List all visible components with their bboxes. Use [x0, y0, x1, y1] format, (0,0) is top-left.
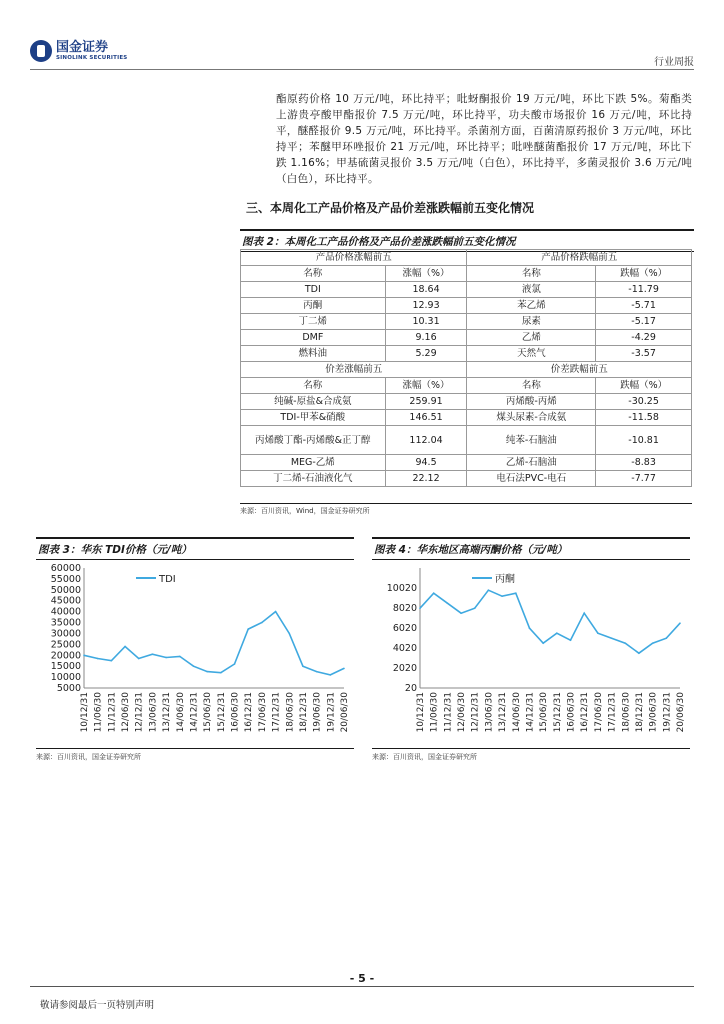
tdi-price-chart [36, 560, 354, 748]
footer-divider [30, 986, 694, 987]
data-point [179, 656, 181, 658]
header-divider [30, 69, 694, 70]
x-tick-label: 13/06/30 [148, 692, 159, 733]
row-down-value: -11.58 [596, 410, 692, 426]
body-paragraph: 酯原药价格 10 万元/吨，环比持平；吡蚜酮报价 19 万元/吨，环比下跌 5%。菊酯类上游贵亭酸甲酯报价 7.5 万元/吨，环比持平，功夫酸市场报价 16 万元/吨，环比持平，醚醛报价 9.5 万元/吨，环比持平。杀菌剂方面，百菌清原药报价 3 万元/吨，环比持平；苯醚甲环唑报价 21 万元/吨，环比持平；吡唑醚菌酯报价 17 万元/吨，环比下跌 1.16%；甲基硫菌灵报价 3.5 万元/吨（白色），环比持平，多菌灵报价 3.6 万元/吨（白色），环比持平。 [276, 93, 692, 185]
x-tick-label: 11/12/31 [107, 692, 118, 733]
x-tick-label: 15/06/30 [203, 692, 214, 733]
row-up-name: 丙烯酸丁酯-丙烯酸&正丁醇 [241, 426, 386, 455]
data-point [597, 632, 599, 634]
table-col-header: 名称 [241, 266, 386, 282]
data-point [138, 658, 140, 660]
data-point [111, 660, 113, 662]
x-tick-label: 17/06/30 [257, 692, 268, 733]
figure-tdi-title: 图表 3：华东 TDI价格（元/吨） [36, 537, 354, 560]
y-tick-label: 25000 [50, 639, 81, 651]
y-tick-label: 20 [404, 683, 417, 694]
y-tick-label: 60000 [50, 563, 81, 574]
row-down-name: 乙烯-石脑油 [467, 455, 596, 471]
logo-name-cn: 国金证券 [56, 39, 109, 55]
data-point [288, 633, 290, 635]
row-up-name: 丙酮 [241, 298, 386, 314]
x-tick-label: 18/12/31 [634, 692, 645, 733]
data-point [515, 592, 517, 594]
x-tick-label: 20/06/30 [676, 692, 686, 733]
x-tick-label: 11/06/30 [429, 692, 440, 733]
x-tick-label: 18/12/31 [298, 692, 309, 733]
table-row [241, 426, 692, 455]
row-down-name: 电石法PVC-电石 [467, 471, 596, 487]
row-up-name: MEG-乙烯 [241, 455, 386, 471]
row-up-value: 5.29 [385, 346, 467, 362]
x-tick-label: 12/06/30 [121, 692, 132, 733]
data-point [165, 657, 167, 659]
x-tick-label: 20/06/30 [340, 692, 350, 733]
row-down-value: -30.25 [596, 394, 692, 410]
x-tick-label: 14/06/30 [175, 692, 186, 733]
x-tick-label: 12/06/30 [457, 692, 468, 733]
row-down-name: 尿素 [467, 314, 596, 330]
data-point [316, 671, 318, 673]
table-col-header: 涨幅（%） [385, 378, 467, 394]
data-point [97, 658, 99, 660]
x-tick-label: 16/06/30 [230, 692, 241, 733]
row-down-value: -8.83 [596, 455, 692, 471]
table-row [241, 314, 692, 330]
x-tick-label: 13/12/31 [162, 692, 173, 733]
table-group-header: 价差跌幅前五 [467, 362, 692, 378]
legend-label: TDI [159, 574, 176, 585]
data-point [433, 592, 435, 594]
y-tick-label: 5000 [56, 683, 81, 694]
figure-acetone [372, 537, 690, 762]
x-tick-label: 19/12/31 [662, 692, 673, 733]
data-point [666, 637, 668, 639]
table-row [241, 471, 692, 487]
row-up-value: 12.93 [385, 298, 467, 314]
row-down-name: 苯乙烯 [467, 298, 596, 314]
row-up-value: 112.04 [385, 426, 467, 455]
table-group-header: 产品价格跌幅前五 [467, 250, 692, 266]
table-group-header: 价差涨幅前五 [241, 362, 467, 378]
y-tick-label: 35000 [50, 617, 81, 629]
table-col-header: 名称 [241, 378, 386, 394]
data-point [474, 607, 476, 609]
table-col-header: 跌幅（%） [596, 266, 692, 282]
data-point [529, 627, 531, 629]
section-title: 三、本周化工产品价格及产品价差涨跌幅前五变化情况 [246, 201, 535, 215]
x-tick-label: 16/12/31 [580, 692, 591, 733]
table-group-header: 产品价格涨幅前五 [241, 250, 467, 266]
y-tick-label: 2020 [392, 663, 417, 674]
logo-name-en: SINOLINK SECURITIES [56, 54, 128, 61]
x-tick-label: 16/12/31 [244, 692, 255, 733]
y-tick-label: 10000 [50, 672, 81, 684]
page-header [30, 40, 694, 70]
row-up-name: TDI-甲苯&硝酸 [241, 410, 386, 426]
table-row [241, 282, 692, 298]
row-up-name: DMF [241, 330, 386, 346]
data-point [488, 589, 490, 591]
data-point [570, 639, 572, 641]
table-col-header: 跌幅（%） [596, 378, 692, 394]
company-logo [30, 40, 127, 62]
x-tick-label: 13/06/30 [484, 692, 495, 733]
data-point [261, 622, 263, 624]
x-tick-label: 17/12/31 [271, 692, 282, 733]
legend-label: 丙酮 [495, 574, 515, 585]
row-down-name: 纯苯-石脑油 [467, 426, 596, 455]
x-tick-label: 11/12/31 [443, 692, 454, 733]
data-point [611, 637, 613, 639]
x-tick-label: 14/12/31 [189, 692, 200, 733]
data-point [638, 652, 640, 654]
table-title: 图表 2：本周化工产品价格及产品价差涨跌幅前五变化情况 [240, 229, 694, 252]
row-up-value: 94.5 [385, 455, 467, 471]
data-point [542, 642, 544, 644]
row-down-name: 丙烯酸-丙烯 [467, 394, 596, 410]
row-down-name: 乙烯 [467, 330, 596, 346]
x-tick-label: 16/06/30 [566, 692, 577, 733]
data-point [206, 671, 208, 673]
table-row [241, 455, 692, 471]
table-row [241, 410, 692, 426]
row-up-value: 18.64 [385, 282, 467, 298]
table-source: 来源：百川资讯，Wind，国金证券研究所 [240, 503, 692, 516]
data-point [447, 602, 449, 604]
data-point [193, 665, 195, 667]
data-point [343, 668, 345, 670]
row-down-name: 煤头尿素-合成氨 [467, 410, 596, 426]
x-tick-label: 12/12/31 [134, 692, 145, 733]
x-tick-label: 18/06/30 [285, 692, 296, 733]
series-line [420, 590, 680, 653]
x-tick-label: 19/06/30 [312, 692, 323, 733]
figure-tdi-source: 来源：百川资讯，国金证券研究所 [36, 748, 354, 762]
y-tick-label: 10020 [386, 583, 417, 594]
row-down-value: -3.57 [596, 346, 692, 362]
row-down-value: -7.77 [596, 471, 692, 487]
series-line [84, 612, 344, 675]
row-up-name: 纯碱-原盐&合成氨 [241, 394, 386, 410]
figure-acetone-source: 来源：百川资讯，国金证券研究所 [372, 748, 690, 762]
data-point [583, 612, 585, 614]
x-tick-label: 18/06/30 [621, 692, 632, 733]
data-point [152, 653, 154, 655]
row-down-name: 液氯 [467, 282, 596, 298]
x-tick-label: 17/12/31 [607, 692, 618, 733]
x-tick-label: 10/12/31 [80, 692, 90, 733]
data-point [234, 663, 236, 665]
x-tick-label: 10/12/31 [416, 692, 426, 733]
row-up-name: 丁二烯-石油液化气 [241, 471, 386, 487]
x-tick-label: 14/06/30 [511, 692, 522, 733]
data-point [330, 674, 332, 676]
data-point [419, 607, 421, 609]
data-point [501, 595, 503, 597]
row-down-value: -5.17 [596, 314, 692, 330]
row-up-name: TDI [241, 282, 386, 298]
row-down-value: -5.71 [596, 298, 692, 314]
table-row [241, 330, 692, 346]
x-tick-label: 12/12/31 [470, 692, 481, 733]
row-up-value: 259.91 [385, 394, 467, 410]
y-tick-label: 50000 [50, 584, 81, 596]
x-tick-label: 15/12/31 [552, 692, 563, 733]
table-row [241, 298, 692, 314]
row-up-value: 146.51 [385, 410, 467, 426]
x-tick-label: 11/06/30 [93, 692, 104, 733]
disclaimer-note: 敬请参阅最后一页特别声明 [40, 1000, 155, 1011]
row-up-name: 燃料油 [241, 346, 386, 362]
y-tick-label: 30000 [50, 628, 81, 640]
row-down-name: 天然气 [467, 346, 596, 362]
data-point [247, 628, 249, 630]
y-tick-label: 55000 [50, 573, 81, 585]
page-number: - 5 - [349, 972, 375, 985]
row-up-value: 22.12 [385, 471, 467, 487]
row-down-value: -11.79 [596, 282, 692, 298]
data-point [220, 672, 222, 674]
data-point [652, 642, 654, 644]
data-point [302, 665, 304, 667]
row-up-name: 丁二烯 [241, 314, 386, 330]
x-tick-label: 15/12/31 [216, 692, 227, 733]
row-up-value: 10.31 [385, 314, 467, 330]
figure-acetone-title: 图表 4：华东地区高端丙酮价格（元/吨） [372, 537, 690, 560]
row-down-value: -4.29 [596, 330, 692, 346]
y-tick-label: 15000 [50, 661, 81, 673]
x-tick-label: 19/12/31 [326, 692, 337, 733]
data-point [624, 642, 626, 644]
data-point [556, 632, 558, 634]
figure-tdi [36, 537, 354, 762]
x-tick-label: 19/06/30 [648, 692, 659, 733]
report-type: 行业周报 [654, 57, 694, 68]
y-tick-label: 20000 [50, 650, 81, 662]
data-point [460, 612, 462, 614]
table-col-header: 涨幅（%） [385, 266, 467, 282]
table-row [241, 346, 692, 362]
x-tick-label: 13/12/31 [498, 692, 509, 733]
y-tick-label: 8020 [392, 603, 417, 614]
data-point [83, 654, 85, 656]
table-row [241, 394, 692, 410]
y-tick-label: 40000 [50, 606, 81, 618]
y-tick-label: 45000 [50, 595, 81, 607]
data-point [275, 611, 277, 613]
table-col-header: 名称 [467, 266, 596, 282]
logo-mark-icon [30, 40, 52, 62]
x-tick-label: 15/06/30 [539, 692, 550, 733]
x-tick-label: 14/12/31 [525, 692, 536, 733]
y-tick-label: 6020 [392, 623, 417, 634]
table-col-header: 名称 [467, 378, 596, 394]
price-change-table [240, 249, 692, 487]
y-tick-label: 4020 [392, 643, 417, 654]
x-tick-label: 17/06/30 [593, 692, 604, 733]
row-down-value: -10.81 [596, 426, 692, 455]
row-up-value: 9.16 [385, 330, 467, 346]
data-point [124, 646, 126, 648]
data-point [679, 622, 681, 624]
acetone-price-chart [372, 560, 690, 748]
